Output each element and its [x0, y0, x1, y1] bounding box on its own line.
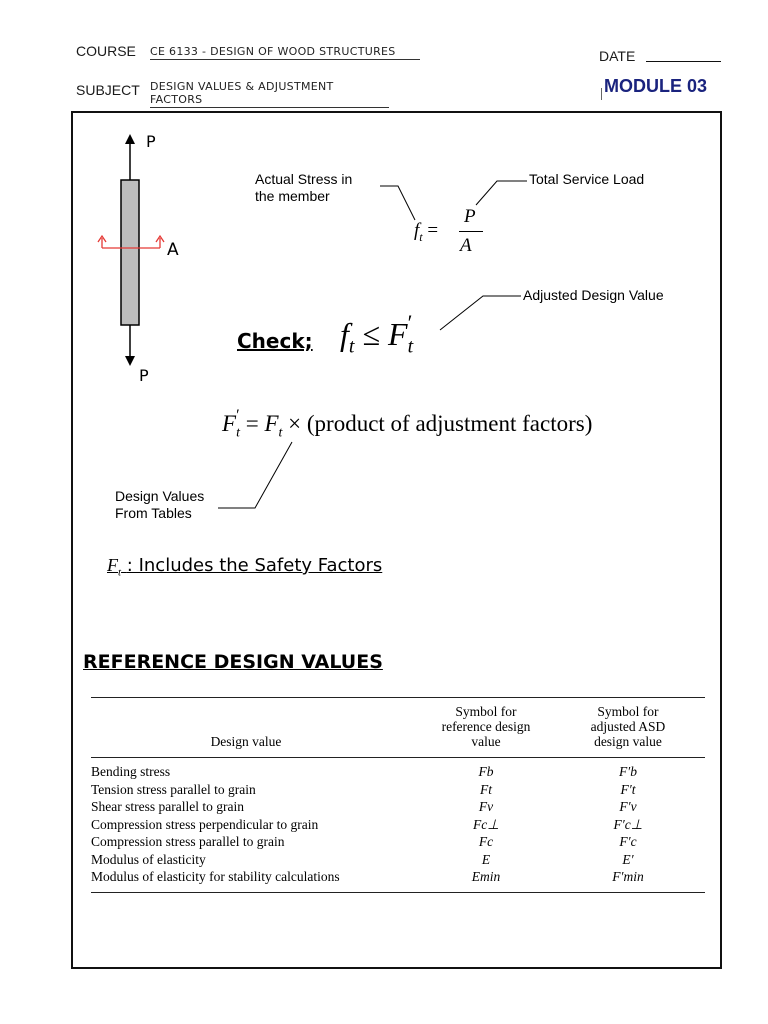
- adjusted-symbol: F′c: [619, 834, 637, 849]
- load-label-bottom: P: [139, 366, 149, 385]
- adjusted-symbol: F′b: [619, 764, 637, 779]
- design-values-tables-note: Design Values From Tables: [115, 488, 205, 521]
- header-adjusted-symbol: Symbol for adjusted ASD design value: [590, 704, 666, 749]
- tables-leader: [218, 442, 292, 508]
- stress-equation-lhs: $f_t$ =: [414, 220, 439, 244]
- reference-symbol: Fc⊥: [473, 816, 499, 832]
- design-value-name: Compression stress parallel to grain: [91, 834, 285, 849]
- fraction-bar: [459, 231, 483, 232]
- date-label: DATE: [599, 48, 636, 64]
- design-value-name: Bending stress: [91, 764, 171, 779]
- header-design-value: Design value: [210, 734, 282, 749]
- course-label: COURSE: [76, 43, 136, 59]
- reference-symbol: E: [481, 851, 491, 867]
- reference-symbol: Fc: [478, 834, 494, 849]
- reference-symbol: Ft: [480, 781, 492, 797]
- design-value-name: Modulus of elasticity for stability calculations: [91, 869, 340, 884]
- table-row: [91, 851, 705, 869]
- table-row: [91, 833, 705, 851]
- subject-label: SUBJECT: [76, 82, 140, 98]
- subject-value: DESIGN VALUES & ADJUSTMENT FACTORS: [150, 80, 389, 108]
- reference-symbol: Emin: [471, 869, 501, 884]
- table-row: [91, 868, 705, 892]
- service-load-leader: [476, 181, 527, 205]
- adjusted-value-leader: [440, 296, 521, 330]
- design-value-name: Shear stress parallel to grain: [91, 799, 244, 814]
- module-number: MODULE 03: [604, 76, 708, 96]
- load-label-top: P: [146, 132, 156, 151]
- adjusted-symbol: E′: [622, 851, 634, 867]
- adjusted-symbol: F′c⊥: [613, 816, 643, 832]
- total-service-load-note: Total Service Load: [529, 171, 645, 187]
- reference-symbol: Fv: [478, 799, 494, 814]
- adjusted-symbol: F′t: [620, 781, 636, 797]
- check-label: Check;: [237, 329, 313, 353]
- stress-equation-numerator: P: [464, 206, 476, 227]
- header-reference-symbol: Symbol for reference design value: [441, 704, 531, 749]
- table-body: [91, 758, 705, 893]
- reference-values-table: [91, 697, 705, 893]
- table-row: [91, 758, 705, 781]
- safety-factor-note: $F_t$ : Includes the Safety Factors: [107, 555, 383, 579]
- actual-stress-leader: [380, 186, 415, 220]
- reference-symbol: Fb: [478, 764, 494, 779]
- table-row: [91, 781, 705, 799]
- adjusted-value-equation: F ′ $_t = F_t$ × (product of adjustment factors): [222, 407, 593, 441]
- actual-stress-note: Actual Stress in the member: [255, 171, 353, 204]
- table-header-row: [91, 698, 705, 758]
- design-value-name: Compression stress perpendicular to grain: [91, 816, 319, 832]
- reference-section-title: REFERENCE DESIGN VALUES: [83, 651, 383, 673]
- design-value-name: Tension stress parallel to grain: [91, 781, 256, 797]
- check-inequality: $f_t \le F$ ′ $_t$: [340, 310, 414, 358]
- table-row: [91, 798, 705, 816]
- adjusted-symbol: F′v: [619, 799, 637, 814]
- stress-equation-denominator: A: [460, 235, 472, 256]
- area-label: A: [167, 240, 179, 260]
- course-value: CE 6133 - DESIGN OF WOOD STRUCTURES: [150, 45, 420, 60]
- design-value-name: Modulus of elasticity: [91, 851, 206, 867]
- adjusted-symbol: F′min: [612, 869, 644, 884]
- adjusted-design-value-note: Adjusted Design Value: [523, 287, 664, 303]
- table-row: [91, 816, 705, 834]
